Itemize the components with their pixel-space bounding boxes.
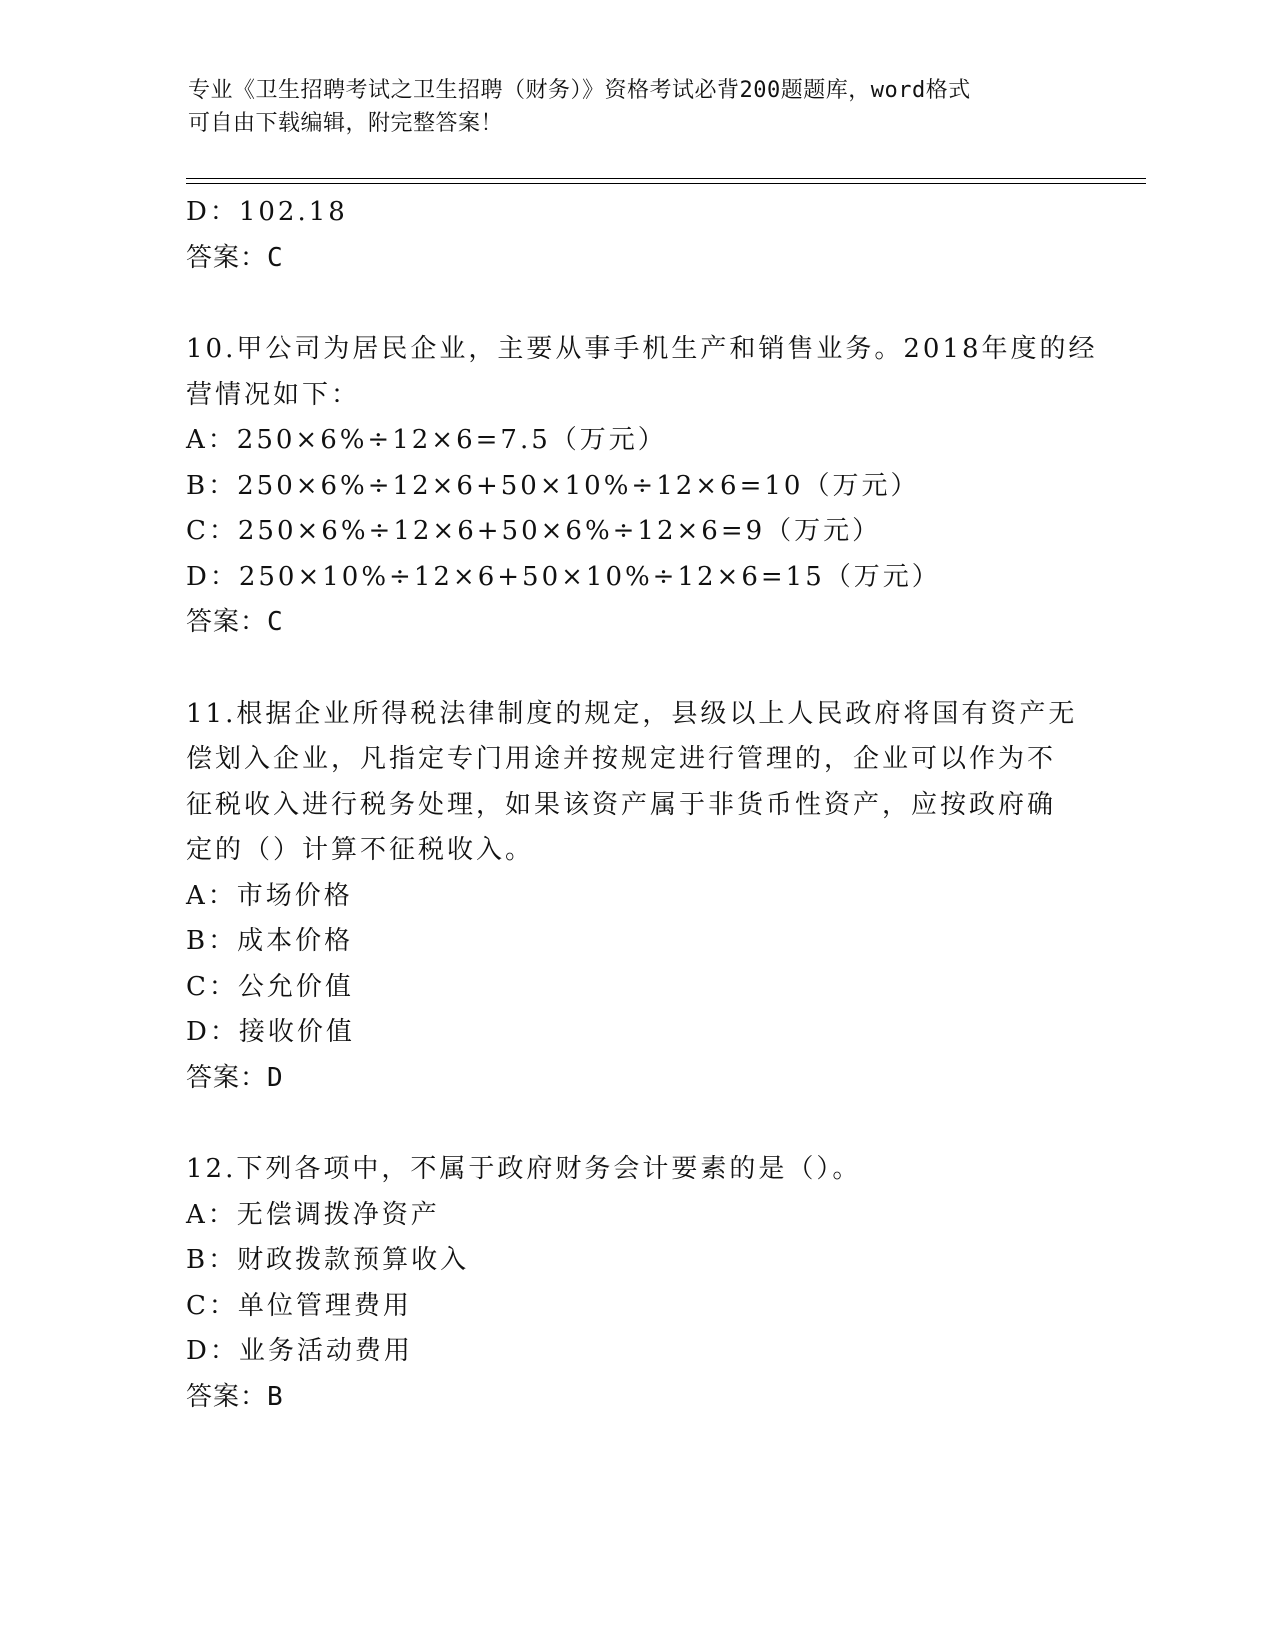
option-c: C：250×6%÷12×6+50×6%÷12×6=9（万元）: [186, 516, 882, 546]
option-c: C：单位管理费用: [186, 1290, 412, 1321]
question-stem-line: 定的（）计算不征税收入。: [186, 835, 535, 865]
option-b: B：成本价格: [186, 926, 354, 956]
question-12: [186, 1147, 1086, 1420]
header-divider-bottom: [186, 183, 1146, 184]
spacer: [186, 1101, 1086, 1147]
answer-line: 答案：C: [186, 242, 284, 273]
option-d: D：业务活动费用: [186, 1336, 413, 1366]
header-divider-top: [186, 178, 1146, 179]
header-line-2: 可自由下载编辑，附完整答案！: [188, 111, 504, 136]
option-a: A：无偿调拨净资产: [186, 1199, 440, 1230]
spacer: [186, 281, 1086, 327]
option-d: D：102.18: [186, 197, 348, 227]
spacer: [186, 646, 1086, 692]
previous-question-tail: [186, 190, 1086, 281]
question-list: [186, 190, 1098, 1420]
question-stem-line: 营情况如下：: [186, 379, 361, 410]
question-stem-line: 12.下列各项中，不属于政府财务会计要素的是（）。: [186, 1154, 862, 1184]
question-stem-line: 征税收入进行税务处理，如果该资产属于非货币性资产，应按政府确: [186, 789, 1057, 820]
option-b: B：250×6%÷12×6+50×10%÷12×6=10（万元）: [186, 470, 920, 501]
option-d: D：250×10%÷12×6+50×10%÷12×6=15（万元）: [186, 561, 941, 592]
answer-line: 答案：B: [186, 1381, 284, 1412]
question-11: [186, 692, 1086, 1102]
option-a: A：市场价格: [186, 880, 353, 911]
answer-line: 答案：C: [186, 607, 284, 637]
header-line-1: 专业《卫生招聘考试之卫生招聘（财务）》资格考试必背200题题库，word格式: [188, 78, 971, 103]
answer-line: 答案：D: [186, 1062, 284, 1093]
question-stem-line: 11.根据企业所得税法律制度的规定，县级以上人民政府将国有资产无: [186, 698, 1078, 729]
option-c: C：公允价值: [186, 971, 354, 1002]
question-stem-line: 10.甲公司为居民企业，主要从事手机生产和销售业务。2018年度的经: [186, 334, 1098, 364]
document-header: [188, 74, 1068, 140]
question-stem-line: 偿划入企业，凡指定专门用途并按规定进行管理的，企业可以作为不: [186, 744, 1057, 774]
question-10: [186, 327, 1098, 646]
option-d: D：接收价值: [186, 1017, 355, 1047]
option-a: A：250×6%÷12×6=7.5（万元）: [186, 425, 667, 455]
option-b: B：财政拨款预算收入: [186, 1245, 470, 1275]
